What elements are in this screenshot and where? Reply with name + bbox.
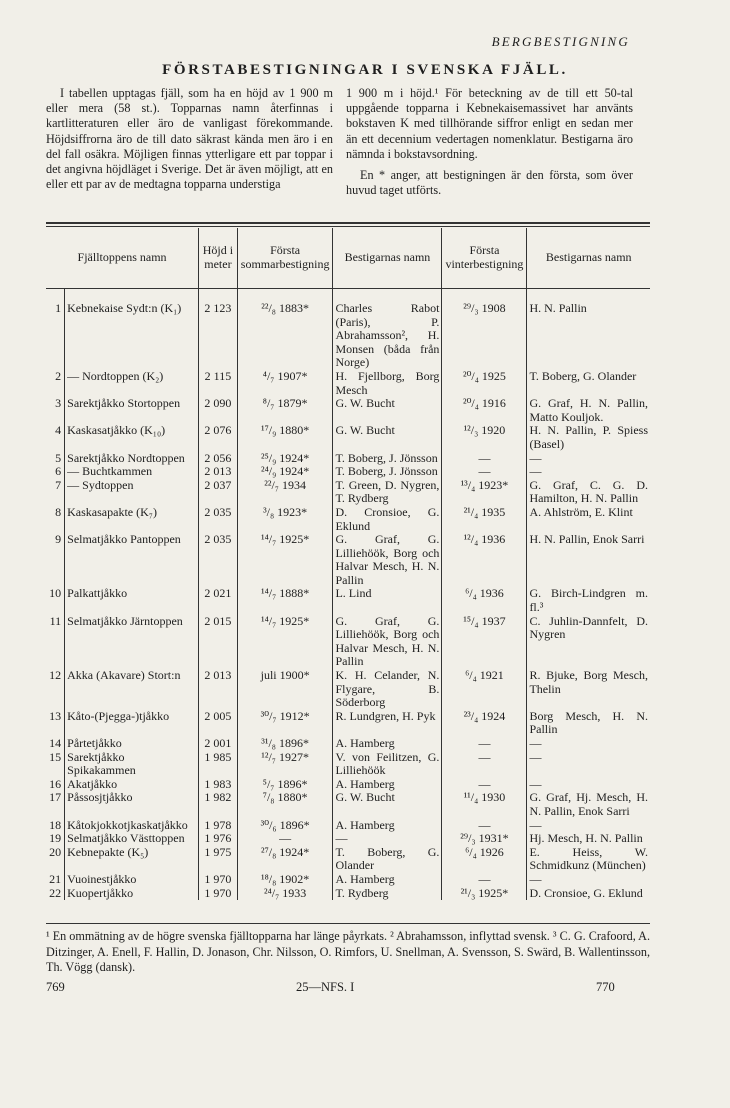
summer-date: ¹⁴/₇ 1888* bbox=[237, 587, 333, 614]
summer-date: ⁴/₇ 1907* bbox=[237, 370, 333, 397]
height-value: 2 013 bbox=[199, 669, 238, 710]
winter-date: — bbox=[442, 465, 527, 479]
header-name: Fjälltoppens namn bbox=[46, 228, 199, 288]
summer-date: ²²/₇ 1934 bbox=[237, 479, 333, 506]
table-row-number: 1 bbox=[55, 301, 62, 315]
table-row-number: 12 bbox=[49, 668, 62, 683]
table-row-number: 6 bbox=[55, 464, 62, 479]
table-row-number: 3 bbox=[55, 396, 62, 411]
height-value: 2 035 bbox=[199, 506, 238, 533]
winter-climbers: G. Birch-Lindgren m. fl.³ bbox=[527, 587, 650, 614]
winter-date: — bbox=[442, 819, 527, 833]
winter-date: — bbox=[442, 751, 527, 778]
table-row bbox=[46, 669, 650, 710]
winter-date: ²⁰/₄ 1916 bbox=[442, 397, 527, 424]
height-value: 1 970 bbox=[199, 873, 238, 887]
table-row-number: 10 bbox=[49, 586, 62, 601]
summer-climbers: V. von Feilitzen, G. Lilliehöök bbox=[333, 751, 442, 778]
table-row bbox=[46, 791, 650, 818]
summer-date: ¹⁷/₉ 1880* bbox=[237, 424, 333, 451]
winter-date: ¹³/₄ 1923* bbox=[442, 479, 527, 506]
mountain-name: Palkattjåkko bbox=[65, 587, 199, 614]
mountain-name: Kebnepakte (K₅) bbox=[65, 846, 199, 873]
intro-paragraph: I tabellen upptagas fjäll, som ha en höjd av 1 900 m eller mera (58 st.). Topparnas namn återfinnas i kartlitteraturen eller äro de vanligast förekommande. Höjdsiffrorna äro de till dato säkrast kända men äro i en del fall osäkra. Möjligen finnas ytterligare ett par toppar i det angivna höjdläget i Sverige. Det är även möjligt, att en eller ett par av de medtagna topparna understiga bbox=[46, 86, 333, 192]
table-row-number: 13 bbox=[49, 708, 62, 723]
mountain-name: — Buchtkammen bbox=[65, 465, 199, 479]
winter-date: ⁶/₄ 1921 bbox=[442, 669, 527, 710]
mountain-name: Kaskasapakte (K₇) bbox=[65, 506, 199, 533]
height-value: 1 975 bbox=[199, 846, 238, 873]
winter-climbers: T. Boberg, G. Olander bbox=[527, 370, 650, 397]
mountain-name: Kaskasatjåkko (K₁₀) bbox=[65, 424, 199, 451]
table-top-rule-thin bbox=[46, 226, 650, 227]
winter-date: ⁶/₄ 1926 bbox=[442, 846, 527, 873]
summer-date: ²⁴/₉ 1924* bbox=[237, 465, 333, 479]
winter-climbers: H. N. Pallin, P. Spiess (Basel) bbox=[527, 424, 650, 451]
table-row bbox=[46, 506, 650, 533]
winter-date: ²⁹/₃ 1908 bbox=[442, 302, 527, 370]
intro-right-column bbox=[346, 86, 633, 204]
summer-date: ²⁴/₇ 1933 bbox=[237, 887, 333, 901]
summer-date: ⁷/₈ 1880* bbox=[237, 791, 333, 818]
mountain-name: Kåtokjokkotjkaskatjåkko bbox=[65, 819, 199, 833]
header-climbers-winter: Bestigarnas namn bbox=[527, 228, 650, 288]
summer-date: ²⁵/₉ 1924* bbox=[237, 452, 333, 466]
height-value: 2 037 bbox=[199, 479, 238, 506]
summer-date: ¹⁴/₇ 1925* bbox=[237, 615, 333, 669]
summer-date: ⁵/₇ 1896* bbox=[237, 778, 333, 792]
winter-climbers: — bbox=[527, 737, 650, 751]
summer-date: ¹⁸/₈ 1902* bbox=[237, 873, 333, 887]
summer-climbers: G. W. Bucht bbox=[333, 791, 442, 818]
summer-climbers: G. Graf, G. Lilliehöök, Borg och Halvar Mesch, H. N. Pallin bbox=[333, 533, 442, 587]
summer-date: ³/₈ 1923* bbox=[237, 506, 333, 533]
summer-date: ¹⁴/₇ 1925* bbox=[237, 533, 333, 587]
winter-date: ²¹/₃ 1925* bbox=[442, 887, 527, 901]
mountain-name: Kebnekaise Sydt:n (K₁) bbox=[65, 302, 199, 370]
mountain-name: Selmatjåkko Järntoppen bbox=[65, 615, 199, 669]
summer-climbers: — bbox=[333, 832, 442, 846]
mountain-name: Akka (Akavare) Stort:n bbox=[65, 669, 199, 710]
winter-climbers: — bbox=[527, 452, 650, 466]
table-row-number: 22 bbox=[49, 885, 62, 900]
winter-date: ¹⁵/₄ 1937 bbox=[442, 615, 527, 669]
winter-date: — bbox=[442, 737, 527, 751]
table-row bbox=[46, 887, 650, 901]
summer-date: ³⁰/₇ 1912* bbox=[237, 710, 333, 737]
mountain-name: — Nordtoppen (K₂) bbox=[65, 370, 199, 397]
table-row bbox=[46, 479, 650, 506]
intro-note: En * anger, att bestigningen är den första, som över huvud taget utförts. bbox=[346, 168, 633, 198]
summer-climbers: G. W. Bucht bbox=[333, 424, 442, 451]
page-number-right: 770 bbox=[596, 980, 615, 994]
table-row-number: 2 bbox=[55, 368, 62, 383]
winter-climbers: — bbox=[527, 778, 650, 792]
winter-climbers: A. Ahlström, E. Klint bbox=[527, 506, 650, 533]
printer-signature: 25—NFS. I bbox=[296, 980, 355, 994]
summer-climbers: D. Cronsioe, G. Eklund bbox=[333, 506, 442, 533]
table-row-number: 9 bbox=[55, 532, 62, 547]
table-row-number: 8 bbox=[55, 504, 62, 519]
winter-climbers: — bbox=[527, 751, 650, 778]
winter-climbers: Hj. Mesch, H. N. Pallin bbox=[527, 832, 650, 846]
winter-climbers: — bbox=[527, 819, 650, 833]
table-row-number: 11 bbox=[49, 613, 62, 628]
table-row-number: 18 bbox=[49, 817, 62, 832]
mountain-name: Kuopertjåkko bbox=[65, 887, 199, 901]
winter-date: ⁶/₄ 1936 bbox=[442, 587, 527, 614]
height-value: 2 076 bbox=[199, 424, 238, 451]
running-head: BERGBESTIGNING bbox=[491, 34, 630, 49]
height-value: 1 970 bbox=[199, 887, 238, 901]
summer-date: ³⁰/₆ 1896* bbox=[237, 819, 333, 833]
table-row-number: 14 bbox=[49, 736, 62, 750]
height-value: 1 983 bbox=[199, 778, 238, 792]
summer-date: ⁸/₇ 1879* bbox=[237, 397, 333, 424]
mountain-name: Selmatjåkko Västtoppen bbox=[65, 832, 199, 846]
height-value: 2 021 bbox=[199, 587, 238, 614]
table-row bbox=[46, 832, 650, 846]
summer-climbers: T. Rydberg bbox=[333, 887, 442, 901]
summer-date: ¹²/₇ 1927* bbox=[237, 751, 333, 778]
winter-date: ¹²/₃ 1920 bbox=[442, 424, 527, 451]
table-row bbox=[46, 452, 650, 466]
height-value: 1 978 bbox=[199, 819, 238, 833]
table-row-number: 7 bbox=[55, 477, 62, 492]
mountain-name: — Sydtoppen bbox=[65, 479, 199, 506]
mountain-name: Kåto-(Pjegga-)tjåkko bbox=[65, 710, 199, 737]
table-row bbox=[46, 533, 650, 587]
summer-climbers: T. Boberg, G. Olander bbox=[333, 846, 442, 873]
table-top-rule bbox=[46, 222, 650, 224]
winter-date: ¹²/₄ 1936 bbox=[442, 533, 527, 587]
intro-paragraph: 1 900 m i höjd.¹ För beteckning av de till ett 50-tal uppgående topparna i Kebnekaisemassivet har använts bokstaven K med tillhörande siffror enligt en sedan mer än ett decennium vedertagen nomenklatur. Bestigarna äro nämnda i bokstavsordning. bbox=[346, 86, 633, 161]
height-value: 2 013 bbox=[199, 465, 238, 479]
header-climbers-summer: Bestigarnas namn bbox=[333, 228, 442, 288]
table-row-number: 21 bbox=[49, 871, 62, 886]
winter-date: ²³/₄ 1924 bbox=[442, 710, 527, 737]
table-row bbox=[46, 819, 650, 833]
header-winter: Första vinterbestigning bbox=[442, 228, 527, 288]
table-row bbox=[46, 778, 650, 792]
summer-climbers: A. Hamberg bbox=[333, 873, 442, 887]
winter-climbers: H. N. Pallin bbox=[527, 302, 650, 370]
page-number-left: 769 bbox=[46, 980, 65, 994]
height-value: 1 982 bbox=[199, 791, 238, 818]
winter-climbers: D. Cronsioe, G. Eklund bbox=[527, 887, 650, 901]
table-row bbox=[46, 710, 650, 737]
winter-climbers: Borg Mesch, H. N. Pallin bbox=[527, 710, 650, 737]
summer-climbers: A. Hamberg bbox=[333, 737, 442, 751]
height-value: 2 115 bbox=[199, 370, 238, 397]
table-row-number: 20 bbox=[49, 844, 62, 859]
height-value: 2 056 bbox=[199, 452, 238, 466]
footnote: ¹ En ommätning av de högre svenska fjälltopparna har länge påyrkats. ² Abrahamsson, inflyttad svensk. ³ C. G. Crafoord, A. Ditzinger, A. Enell, F. Hallin, D. Jonason, Chr. Nilsson, O. Rimfors, U. Snellman, A. Svensson, S. Swärd, B. Wallentinsson, Th. Vögg (dansk). bbox=[46, 929, 650, 974]
summer-date: ³¹/₈ 1896* bbox=[237, 737, 333, 751]
summer-climbers: A. Hamberg bbox=[333, 778, 442, 792]
winter-date: — bbox=[442, 873, 527, 887]
summer-climbers: L. Lind bbox=[333, 587, 442, 614]
table-row bbox=[46, 397, 650, 424]
table-row bbox=[46, 424, 650, 451]
height-value: 2 090 bbox=[199, 397, 238, 424]
mountain-name: Selmatjåkko Pantoppen bbox=[65, 533, 199, 587]
summer-climbers: H. Fjellborg, Borg Mesch bbox=[333, 370, 442, 397]
table-bottom-rule bbox=[46, 923, 650, 924]
table-row bbox=[46, 751, 650, 778]
table-row-number: 4 bbox=[55, 423, 62, 438]
table-row bbox=[46, 737, 650, 751]
winter-date: — bbox=[442, 452, 527, 466]
mountain-name: Sarektjåkko Spikakammen bbox=[65, 751, 199, 778]
winter-date: ²¹/₄ 1935 bbox=[442, 506, 527, 533]
table-row-number: 15 bbox=[49, 749, 62, 764]
table-row bbox=[46, 615, 650, 669]
winter-date: ²⁹/₃ 1931* bbox=[442, 832, 527, 846]
summer-climbers: T. Boberg, J. Jönsson bbox=[333, 465, 442, 479]
mountain-name: Sarektjåkko Nordtoppen bbox=[65, 452, 199, 466]
winter-climbers: G. Graf, Hj. Mesch, H. N. Pallin, Enok Sarri bbox=[527, 791, 650, 818]
height-value: 2 001 bbox=[199, 737, 238, 751]
intro-left-column bbox=[46, 86, 333, 198]
height-value: 2 123 bbox=[199, 302, 238, 370]
mountain-name: Påssosjtjåkko bbox=[65, 791, 199, 818]
winter-climbers: H. N. Pallin, Enok Sarri bbox=[527, 533, 650, 587]
table-row bbox=[46, 873, 650, 887]
summer-climbers: K. H. Celander, N. Flygare, B. Söderborg bbox=[333, 669, 442, 710]
table-row bbox=[46, 302, 650, 370]
winter-climbers: E. Heiss, W. Schmidkunz (München) bbox=[527, 846, 650, 873]
summer-climbers: T. Boberg, J. Jönsson bbox=[333, 452, 442, 466]
summer-date: juli 1900* bbox=[237, 669, 333, 710]
summer-climbers: A. Hamberg bbox=[333, 819, 442, 833]
winter-climbers: G. Graf, H. N. Pallin, Matto Kouljok. bbox=[527, 397, 650, 424]
table-row bbox=[46, 846, 650, 873]
table-row-number: 19 bbox=[49, 831, 62, 846]
mountain-name: Pårtetjåkko bbox=[65, 737, 199, 751]
summer-climbers: G. Graf, G. Lilliehöök, Borg och Halvar Mesch, H. N. Pallin bbox=[333, 615, 442, 669]
height-value: 2 015 bbox=[199, 615, 238, 669]
winter-date: ¹¹/₄ 1930 bbox=[442, 791, 527, 818]
summer-date: ²⁷/₈ 1924* bbox=[237, 846, 333, 873]
summer-date: ²²/₈ 1883* bbox=[237, 302, 333, 370]
height-value: 1 976 bbox=[199, 832, 238, 846]
table-body bbox=[46, 302, 650, 900]
table-row-number: 17 bbox=[49, 790, 62, 805]
winter-climbers: R. Bjuke, Borg Mesch, Thelin bbox=[527, 669, 650, 710]
summer-climbers: T. Green, D. Nygren, T. Rydberg bbox=[333, 479, 442, 506]
winter-climbers: — bbox=[527, 465, 650, 479]
height-value: 2 035 bbox=[199, 533, 238, 587]
winter-climbers: C. Juhlin-Dannfelt, D. Nygren bbox=[527, 615, 650, 669]
summer-climbers: Charles Rabot (Paris), P. Abrahamsson², H. Monsen (båda från Norge) bbox=[333, 302, 442, 370]
winter-climbers: — bbox=[527, 873, 650, 887]
summer-date: — bbox=[237, 832, 333, 846]
mountain-name: Sarektjåkko Stortoppen bbox=[65, 397, 199, 424]
table-row bbox=[46, 465, 650, 479]
winter-date: ²⁰/₄ 1925 bbox=[442, 370, 527, 397]
table-row bbox=[46, 370, 650, 397]
page-title: FÖRSTABESTIGNINGAR I SVENSKA FJÄLL. bbox=[162, 62, 568, 78]
height-value: 1 985 bbox=[199, 751, 238, 778]
winter-climbers: G. Graf, C. G. D. Hamilton, H. N. Pallin bbox=[527, 479, 650, 506]
ascents-table bbox=[46, 228, 650, 900]
header-height: Höjd i meter bbox=[199, 228, 238, 288]
table-row bbox=[46, 587, 650, 614]
winter-date: — bbox=[442, 778, 527, 792]
table-row-number: 5 bbox=[55, 450, 62, 465]
header-summer: Första sommarbestigning bbox=[237, 228, 333, 288]
mountain-name: Akatjåkko bbox=[65, 778, 199, 792]
summer-climbers: R. Lundgren, H. Pyk bbox=[333, 710, 442, 737]
summer-climbers: G. W. Bucht bbox=[333, 397, 442, 424]
table-row-number: 16 bbox=[49, 776, 62, 791]
height-value: 2 005 bbox=[199, 710, 238, 737]
mountain-name: Vuoinestjåkko bbox=[65, 873, 199, 887]
